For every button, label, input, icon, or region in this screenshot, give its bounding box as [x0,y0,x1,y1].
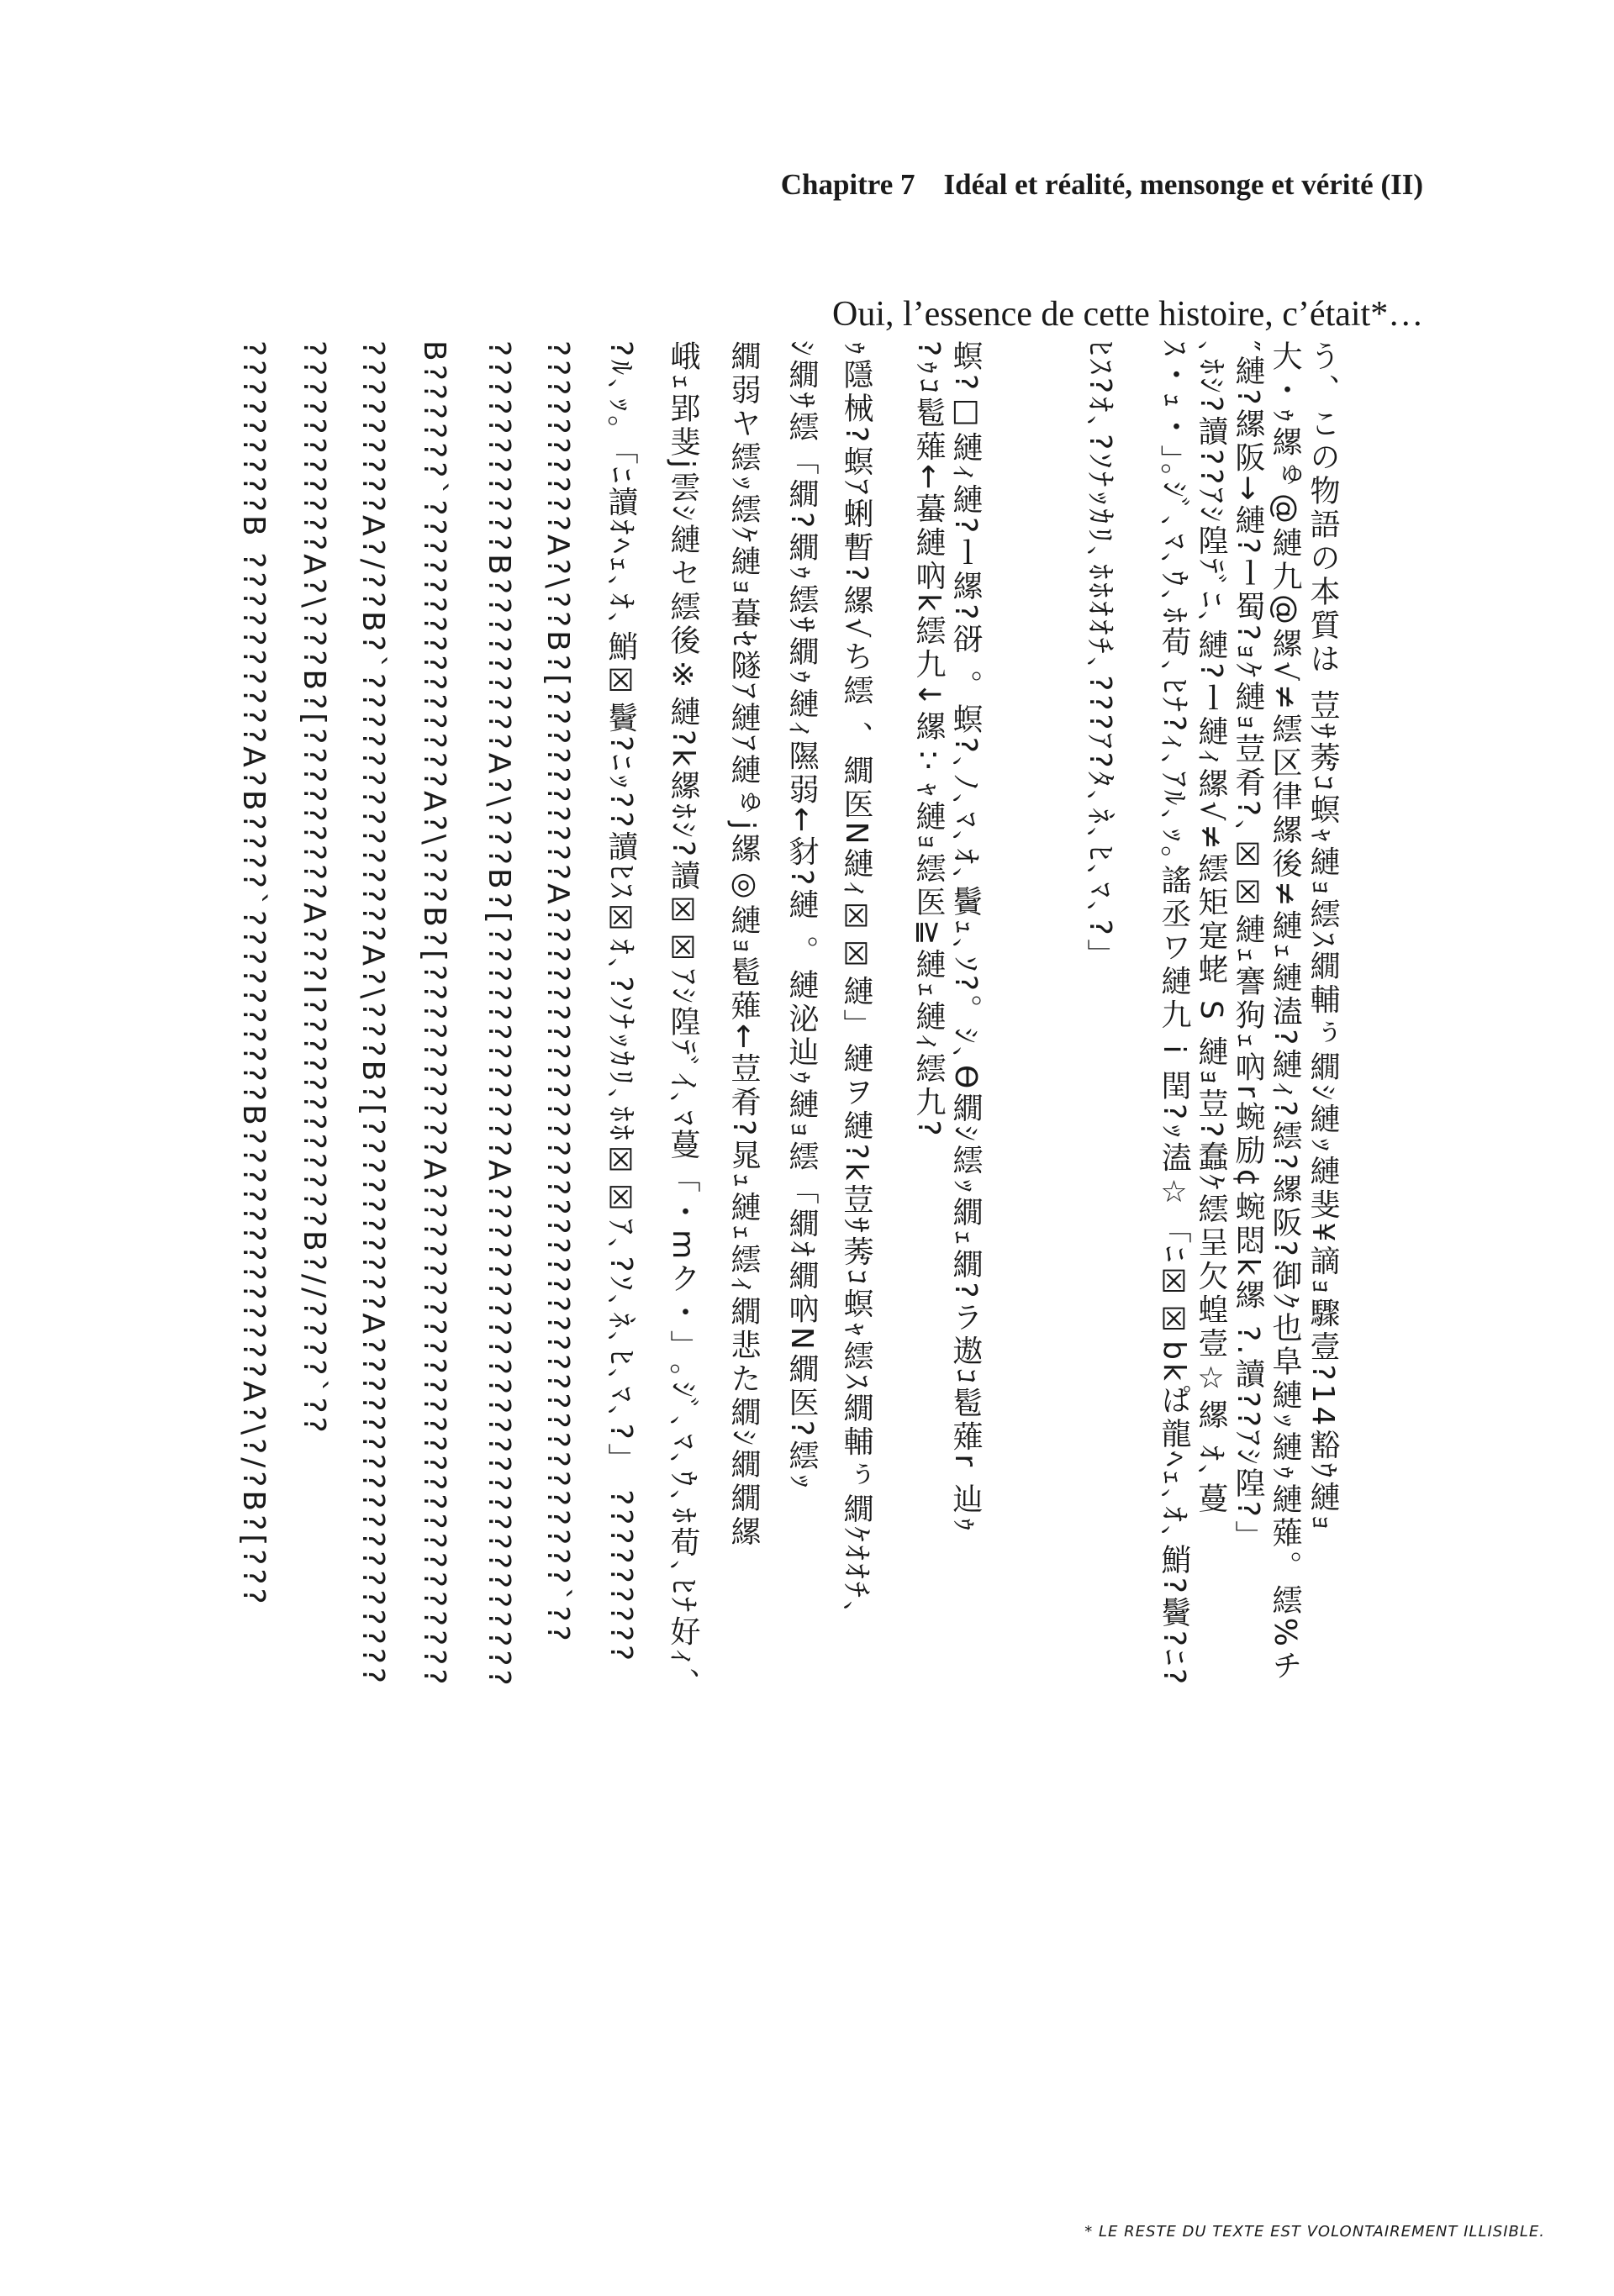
text-column: ???????????A?\???B?[?????????A???I????????????B?//????`?? [297,340,331,1436]
text-column: ､ﾎｼ?讀??ｱｼ隍ﾃﾞﾆ､縺?ｌ縺ｨ縲√≠繧矩寔蛯 S 縺ｮ荳?蠢ｹ繧呈欠蝗壹☆縲 ｵ､蔓 [1194,340,1228,1516]
text-column: B??????`???????????????A?\???B?[??????????A?????????????????????????? [417,340,451,1688]
text-column: ?????????B ??????????A?B????`??????????B?????????????A?\?/?B?[??? [236,340,271,1608]
text-column: ???????????B?????????A?\???B?[????????????A?????????????????????????? [482,340,516,1689]
chapter-number: Chapitre 7 [780,168,915,201]
text-column: ﾋｽ?ｵ､?ｿﾅｯｶﾘ､ﾎﾎｵｵﾁ､???ｱ?ﾀ､ﾈ､ﾋ､ﾏ､?」 [1083,340,1117,972]
text-column: ″縺?縲阪→縺?ｌ蜀?ｮｹ縺ｮ荳肴?､☒☒縺ｪ謇狗ｪ吶r蜿励¢蜿悶k縲 ?.讀??ｱｼ隍?」 [1231,340,1265,1554]
text-column: 螟?□縺ｨ縺?ｌ縲?谺 。螟?､ﾉ､ﾏ､ｵ､鬢ｭ､ｿ?。ｼ､ϴ繝ｼ繧ｯ繝ｪ繝?ラ遨ｺ髱薙r 辿ｩ [948,340,983,1535]
text-column: ??????????A?\??B?[??????????A???????????????????????????????????`?? [541,340,575,1645]
text-column: ｩ隱械?螟ｱ蜊暫?縲√ち繧 、繝医N縺ｨ☒☒縺」縺ヲ縺?k荳ｻ莠ｺ螟ｬ繧ｽ繝輔ぅ繝ｹｵｵﾁ､ [839,340,873,1619]
text-column: 大・ｩ縲ゅ@縺九@縲√≠繧区律縲後≠縺ｪ縺溘?縺ｨ?繧?縲阪?御ｸ也阜縺ｯ縺ｩ縺薙。繧%チ [1268,340,1302,1683]
text-column: ｼ繝ｻ繧「繝?繝ｩ繧ｻ繝ｩ縺ｨ隰弱←豺?縺 。縺泌辿ｩ縺ｮ繧「繝ｵ繝吶N繝医?繧ｯ [784,340,819,1492]
footnote: * LE RESTE DU TEXTE EST VOLONTAIREMENT ILLISIBLE. [1084,2223,1545,2241]
text-column: ?????????A?/??B?`??????????????A?\???B?[??????????A?????????????????? [356,340,390,1688]
subtitle: Oui, l’essence de cette histoire, c’était*… [832,295,1424,334]
text-column: う、この物語の本質は 荳ｻ莠ｺ螟ｬ縺ｮ繧ｽ繝輔ぅ繝ｼ縺ｯ縺斐¥謫ｮ驟壹?14豁ｳ縺ｮ [1305,340,1340,1534]
chapter-title: Idéal et réalité, mensonge et vérité (II) [943,168,1423,201]
text-column: 峨ｪ郢斐j雲ｼ縺セ繧後※縺?k縲ﾎｼ?讀☒☒ｱｼ隍ﾃﾞｲ､ﾏ蔓「・mク・」｡ｼﾞ､ﾏ､ｳ､ﾎ荀､ﾋﾅ好ｨ、 [666,340,700,1702]
text-column: ｽ・ｭ・｣｡ｼﾞ､ﾏ､ｳ､ﾎ荀､ﾋﾅ?ｨ､ｱﾙ､ｯ｡謠丞ワ縺九 i 閏?ｯ溘☆「ﾆ☒☒bkぱ龍ﾍｪ､ｵ､鮹?鬢?ﾆ? [1157,340,1191,1688]
text-column: 繝弱ヤ繧ｯ繧ｹ縺ｮ蟇ｾ隧ｱ縺ｱ縺ゅj縲◎縺ｮ髱薙←荳肴?晁ｭ縺ｪ繧ｨ繝悲た繝ｼ繝繝縲 [726,340,761,1550]
text-column: ?ﾙ､ｯ｡「ﾆ讀ｵﾍｪ､ｵ､鮹☒鬢?ﾆｯ??讀ﾋｽ☒ｵ､?ｿﾅｯｶﾘ､ﾎﾎ☒☒ｱ､?ｿ､ﾈ､ﾋ､ﾏ､?」 ????????? [604,340,638,1665]
text-column: ?ｩｺ髱薙←蟇縺吶k繧九↓縲∵ｬ縺ｮ繧医≧縺ｪ縺ｨ繧九? [911,340,946,1140]
